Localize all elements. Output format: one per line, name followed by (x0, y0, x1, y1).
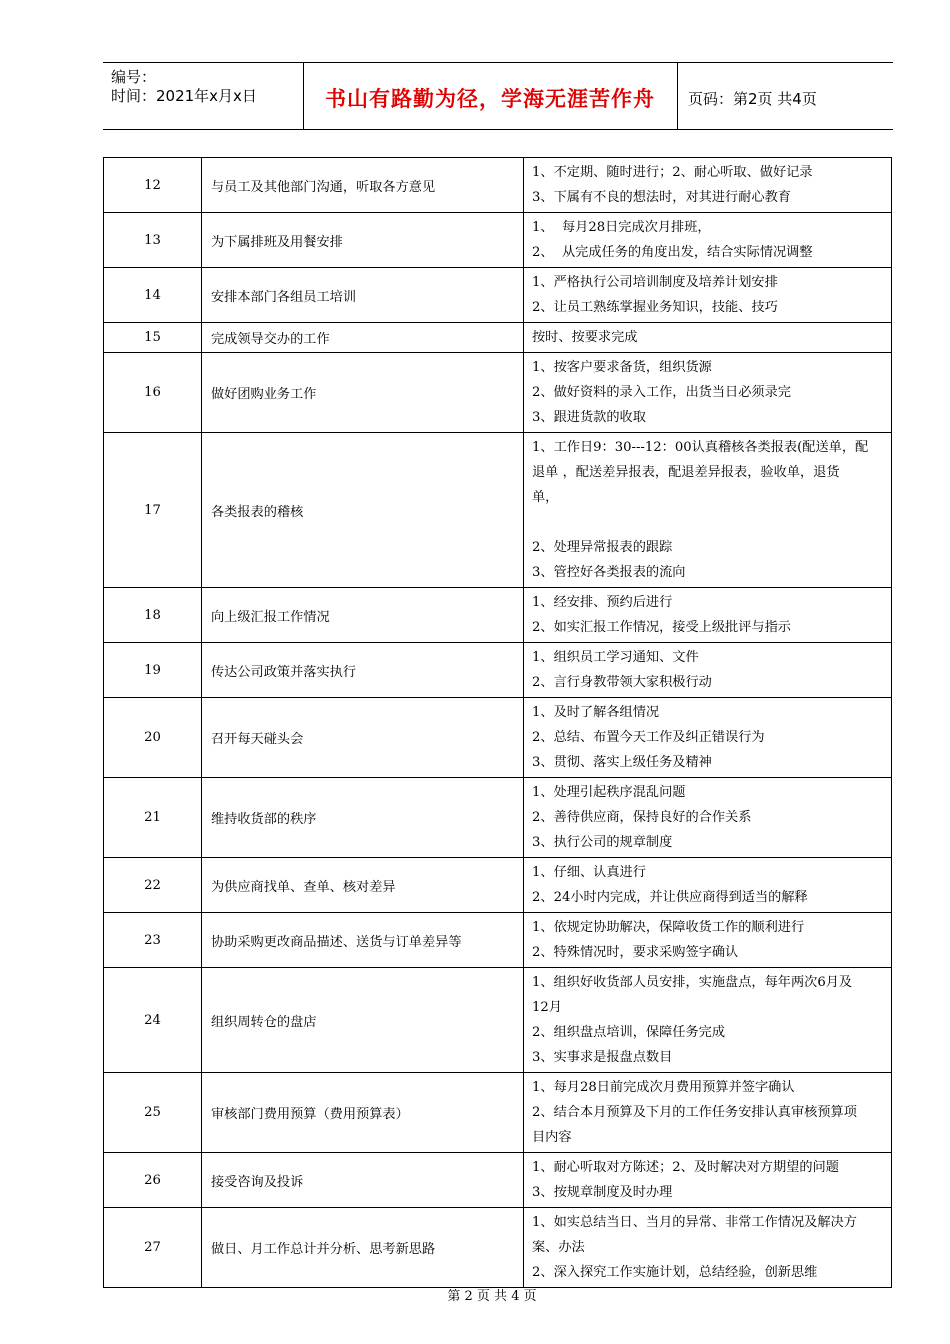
page-footer: 第 2 页 共 4 页 (447, 1289, 537, 1304)
motto: 书山有路勤为径，学海无涯苦作舟 (325, 87, 655, 111)
requirement-line: 1、工作日9：30---12：00认真稽核各类报表(配送单，配 (532, 440, 869, 455)
requirement-line: 3、执行公司的规章制度 (532, 835, 673, 850)
task-description: 传达公司政策并落实执行 (202, 643, 524, 698)
task-description: 做日、月工作总计并分析、思考新思路 (202, 1208, 524, 1288)
task-requirements (524, 433, 892, 588)
row-number: 14 (104, 268, 202, 323)
row-number: 21 (104, 778, 202, 858)
task-description: 与员工及其他部门沟通，听取各方意见 (202, 158, 524, 213)
task-requirements (524, 698, 892, 778)
row-number: 23 (104, 913, 202, 968)
requirement-line: 单， (532, 490, 559, 505)
row-number: 22 (104, 858, 202, 913)
row-number: 13 (104, 213, 202, 268)
requirement-line: 2、特殊情况时，要求采购签字确认 (532, 945, 739, 960)
row-number: 25 (104, 1073, 202, 1153)
table-row (104, 588, 892, 643)
row-number: 15 (104, 323, 202, 353)
task-description: 做好团购业务工作 (202, 353, 524, 433)
table-row (104, 643, 892, 698)
table-row (104, 698, 892, 778)
requirement-line: 3、下属有不良的想法时，对其进行耐心教育 (532, 190, 791, 205)
row-number: 27 (104, 1208, 202, 1288)
table-row (104, 1208, 892, 1288)
date-line: 时间：2021年x月x日 (111, 87, 257, 105)
requirement-line: 目内容 (532, 1130, 572, 1145)
table-row (104, 1073, 892, 1153)
row-number: 24 (104, 968, 202, 1073)
table-row (104, 1153, 892, 1208)
requirement-line: 1、按客户要求备货，组织货源 (532, 360, 712, 375)
requirement-line: 1、每月28日前完成次月费用预算并签字确认 (532, 1080, 795, 1095)
header-page-cell (678, 63, 893, 129)
requirement-line: 3、管控好各类报表的流向 (532, 565, 686, 580)
row-number: 26 (104, 1153, 202, 1208)
requirement-line: 2、总结、布置今天工作及纠正错误行为 (532, 730, 765, 745)
task-requirements (524, 268, 892, 323)
task-description: 安排本部门各组员工培训 (202, 268, 524, 323)
task-description: 完成领导交办的工作 (202, 323, 524, 353)
row-number: 16 (104, 353, 202, 433)
task-requirements (524, 323, 892, 353)
requirement-line: 2、结合本月预算及下月的工作任务安排认真审核预算项 (532, 1105, 857, 1120)
table-row (104, 858, 892, 913)
table-row (104, 353, 892, 433)
requirement-line: 2、让员工熟练掌握业务知识，技能、技巧 (532, 300, 778, 315)
header-motto-cell (303, 63, 678, 129)
task-description: 协助采购更改商品描述、送货与订单差异等 (202, 913, 524, 968)
requirement-line: 3、实事求是报盘点数目 (532, 1050, 673, 1065)
task-description: 为下属排班及用餐安排 (202, 213, 524, 268)
serial-label: 编号： (111, 68, 157, 86)
requirement-line: 2、 从完成任务的角度出发，结合实际情况调整 (532, 245, 813, 260)
requirement-line: 退单 ，配送差异报表，配退差异报表，验收单，退货 (532, 465, 840, 480)
requirement-line: 2、处理异常报表的跟踪 (532, 540, 673, 555)
row-number: 19 (104, 643, 202, 698)
task-description: 组织周转仓的盘店 (202, 968, 524, 1073)
task-table (103, 157, 892, 1288)
requirement-line: 1、耐心听取对方陈述；2、及时解决对方期望的问题 (532, 1160, 839, 1175)
task-requirements (524, 213, 892, 268)
task-description: 向上级汇报工作情况 (202, 588, 524, 643)
task-requirements (524, 158, 892, 213)
requirement-line: 1、依规定协助解决，保障收货工作的顺利进行 (532, 920, 805, 935)
task-requirements (524, 968, 892, 1073)
task-requirements (524, 643, 892, 698)
table-row (104, 968, 892, 1073)
requirement-line: 1、经安排、预约后进行 (532, 595, 673, 610)
requirement-line: 1、组织员工学习通知、文件 (532, 650, 699, 665)
requirement-line: 1、严格执行公司培训制度及培养计划安排 (532, 275, 778, 290)
row-number: 18 (104, 588, 202, 643)
task-requirements (524, 858, 892, 913)
table-row (104, 213, 892, 268)
requirement-line: 3、按规章制度及时办理 (532, 1185, 673, 1200)
task-requirements (524, 913, 892, 968)
requirement-line: 1、仔细、认真进行 (532, 865, 646, 880)
requirement-line: 1、 每月28日完成次月排班， (532, 220, 711, 235)
requirement-line: 2、如实汇报工作情况，接受上级批评与指示 (532, 620, 791, 635)
task-description: 为供应商找单、查单、核对差异 (202, 858, 524, 913)
task-description: 各类报表的稽核 (202, 433, 524, 588)
task-requirements (524, 1073, 892, 1153)
requirement-line: 1、不定期、随时进行；2、耐心听取、做好记录 (532, 165, 813, 180)
table-row (104, 913, 892, 968)
task-requirements (524, 1208, 892, 1288)
requirement-line: 按时、按要求完成 (532, 330, 638, 345)
task-description: 维持收货部的秩序 (202, 778, 524, 858)
page-info: 页码：第2页 共4页 (688, 90, 817, 108)
requirement-line: 1、处理引起秩序混乱问题 (532, 785, 686, 800)
requirement-line: 3、跟进货款的收取 (532, 410, 646, 425)
requirement-line: 2、做好资料的录入工作，出货当日必须录完 (532, 385, 791, 400)
table-row (104, 323, 892, 353)
requirement-line: 12月 (532, 1000, 562, 1015)
requirement-line: 2、24小时内完成，并让供应商得到适当的解释 (532, 890, 808, 905)
task-description: 接受咨询及投诉 (202, 1153, 524, 1208)
requirement-line: 2、善待供应商，保持良好的合作关系 (532, 810, 752, 825)
row-number: 17 (104, 433, 202, 588)
task-requirements (524, 588, 892, 643)
requirement-line: 2、言行身教带领大家积极行动 (532, 675, 712, 690)
requirement-line: 1、组织好收货部人员安排，实施盘点，每年两次6月及 (532, 975, 853, 990)
requirement-line: 2、深入探究工作实施计划，总结经验，创新思维 (532, 1265, 818, 1280)
requirement-line: 1、如实总结当日、当月的异常、非常工作情况及解决方 (532, 1215, 857, 1230)
task-description: 召开每天碰头会 (202, 698, 524, 778)
page-header (103, 62, 893, 130)
blank-line (532, 510, 883, 535)
task-description: 审核部门费用预算（费用预算表） (202, 1073, 524, 1153)
row-number: 20 (104, 698, 202, 778)
requirement-line: 2、组织盘点培训，保障任务完成 (532, 1025, 726, 1040)
row-number: 12 (104, 158, 202, 213)
header-meta-cell (103, 63, 304, 129)
requirement-line: 1、及时了解各组情况 (532, 705, 660, 720)
task-requirements (524, 778, 892, 858)
table-row (104, 268, 892, 323)
task-requirements (524, 353, 892, 433)
task-requirements (524, 1153, 892, 1208)
table-row (104, 778, 892, 858)
table-row (104, 433, 892, 588)
requirement-line: 3、贯彻、落实上级任务及精神 (532, 755, 712, 770)
table-row (104, 158, 892, 213)
requirement-line: 案、办法 (532, 1240, 585, 1255)
